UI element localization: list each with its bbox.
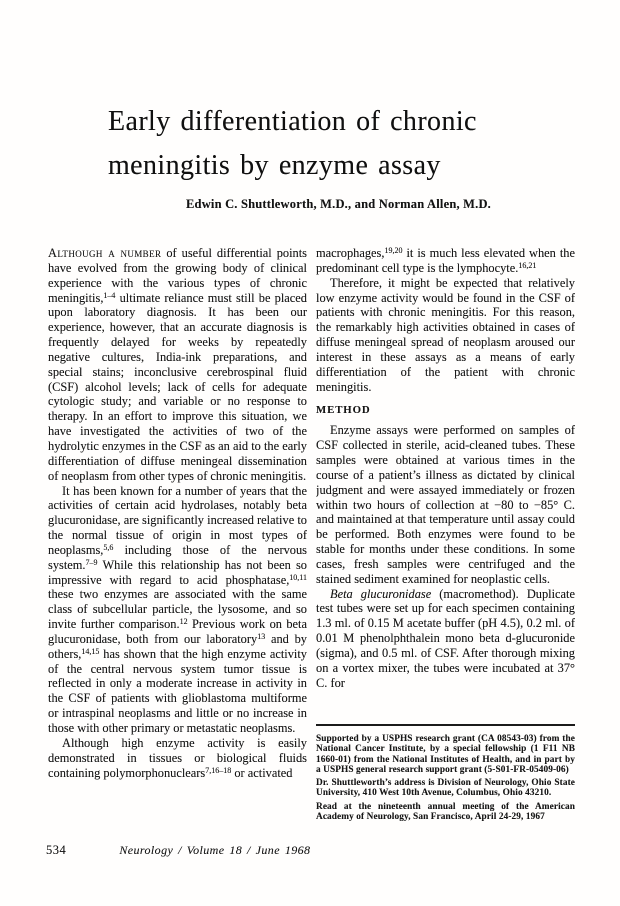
reference-superscript: 7–9 (85, 557, 98, 567)
reference-superscript: 5,6 (103, 542, 114, 552)
page-footer (46, 843, 310, 858)
reference-superscript: 14,15 (81, 646, 100, 656)
text-run: ultimate reliance must still be placed upon laboratory diagnosis. It has been our experience, however, that an accurate diagnosis is frequently delayed for weeks by repeatedly negative cultures, India-ink preparations, and special stains; inconclusive cerebrospinal fluid (CSF) alcohol levels; lack of cells for adequate cytologic study; and variable or no response to therapy. In an effort to improve this situation, we have investigated the activities of two of the hydrolytic enzymes in the CSF as an aid to the early differentiation of diffuse meningeal dissemination of neoplasm from other types of chronic meningitis. (48, 290, 307, 483)
reference-superscript: 7,16–18 (205, 765, 232, 775)
reference-superscript: 13 (257, 631, 266, 641)
reference-superscript: 12 (179, 617, 188, 627)
page-number: 534 (46, 843, 67, 857)
text-run: macrophages, (316, 246, 385, 260)
footnote-author-address: Dr. Shuttleworth’s address is Division of Neurology, Ohio State University, 410 West 10th Avenue, Columbus, Ohio 43210. (316, 778, 575, 799)
byline: Edwin C. Shuttleworth, M.D., and Norman Allen, M.D. (186, 197, 492, 211)
text-run: Beta glucuronidase (330, 586, 432, 601)
footnote-grant-support: Supported by a USPHS research grant (CA 08543-03) from the National Cancer Institute, by a special fellowship (1 F11 NB 1660-01) from the National Institutes of Health, and in part by a USPHS general research support grant (5-S01-FR-05409-06) (316, 734, 575, 775)
text-run: including those of the nervous system. (48, 542, 307, 572)
text-run: While this relationship has not been so impressive with regard to acid phosphatase, (48, 557, 307, 587)
paragraph-intro (48, 246, 307, 484)
text-run: Therefore, it might be expected that relatively low enzyme activity would be found in the CSF of patients with chronic meningitis. For this reason, the remarkably high activities obtained in cases of diffuse meningeal spread of neoplasm aroused our interest in these assays as a means of early differentiation of the patient with chronic meningitis. (316, 275, 575, 394)
text-run: Enzyme assays were performed on samples of CSF collected in sterile, acid-cleaned tubes. These samples were obtained at various times in the course of a patient’s illness as dictated by clinical judgment and were assayed immediately or frozen within two hours of collection at −80 to −85° C. and maintained at that temperature until assay could be performed. Both enzymes were found to be stable for months under these conditions. In some cases, fresh samples were centrifuged and the stained sediment examined for neoplastic cells. (316, 423, 575, 586)
footnote-rule (316, 724, 575, 726)
text-run: it is much less elevated when the predominant cell type is the lymphocyte. (316, 246, 575, 275)
text-run: and by others, (48, 631, 307, 661)
text-run: It has been known for a number of years that the activities of certain acid hydrolases, notably beta glucuronidase, are significantly increased relative to the normal tissue of origin in most types of neoplasms, (48, 483, 307, 557)
journal-name: Neurology / Volume 18 / June 1968 (119, 843, 311, 857)
article-title (108, 100, 548, 188)
paragraph-rationale (316, 276, 575, 395)
right-column (316, 246, 575, 858)
footnote-block (316, 724, 575, 825)
text-run: Although a number (48, 246, 162, 260)
text-run: Previous work on beta glucuronidase, both from our laboratory (48, 617, 307, 646)
text-run: of useful differential points have evolved from the growing body of clinical experience with the various types of chronic meningitis, (48, 246, 307, 305)
reference-superscript: 19,20 (384, 246, 403, 255)
paragraph-macrophages (316, 246, 575, 276)
right-column-body (316, 246, 575, 724)
text-run: has shown that the high enzyme activity of the central nervous system tumor tissue is reflected in only a moderate increase in activity in the CSF of patients with glioblastoma multiforme or intraspinal neoplasms and little or no increase in those with other primary or metastatic neoplasms. (48, 646, 307, 735)
paragraph-beta-glucuronidase (316, 587, 575, 691)
paragraph-background (48, 484, 307, 736)
reference-superscript: 16,21 (518, 260, 537, 270)
title-line-2: meningitis by enzyme assay (108, 150, 441, 181)
reference-superscript: 10,11 (289, 572, 307, 582)
method-heading: METHOD (316, 404, 371, 417)
title-line-1: Early differentiation of chronic (108, 106, 477, 137)
text-run: or activated (231, 765, 293, 780)
text-run: (macromethod). Duplicate test tubes were set up for each specimen containing 1.3 ml. of 0.15 M acetate buffer (pH 4.5), 0.2 ml. of 0.01 M phenolphthalein mono beta d-glucuronide (sigma), and 0.5 ml. of CSF. After thorough mixing on a vortex mixer, the tubes were incubated at 37° C. for (316, 586, 575, 690)
paragraph-enzyme-activity (48, 736, 307, 781)
left-column (48, 246, 307, 842)
reference-superscript: 1–4 (103, 290, 116, 300)
text-run: these two enzymes are associated with the same class of subcellular particle, the lysosome, and so invite further comparison. (48, 587, 307, 632)
paragraph-assay-procedure (316, 423, 575, 586)
text-run: Although high enzyme activity is easily demonstrated in tissues or biological fluids containing polymorphonuclears (48, 735, 307, 780)
footnote-presentation: Read at the nineteenth annual meeting of the American Academy of Neurology, San Francisco, April 24-29, 1967 (316, 801, 575, 823)
